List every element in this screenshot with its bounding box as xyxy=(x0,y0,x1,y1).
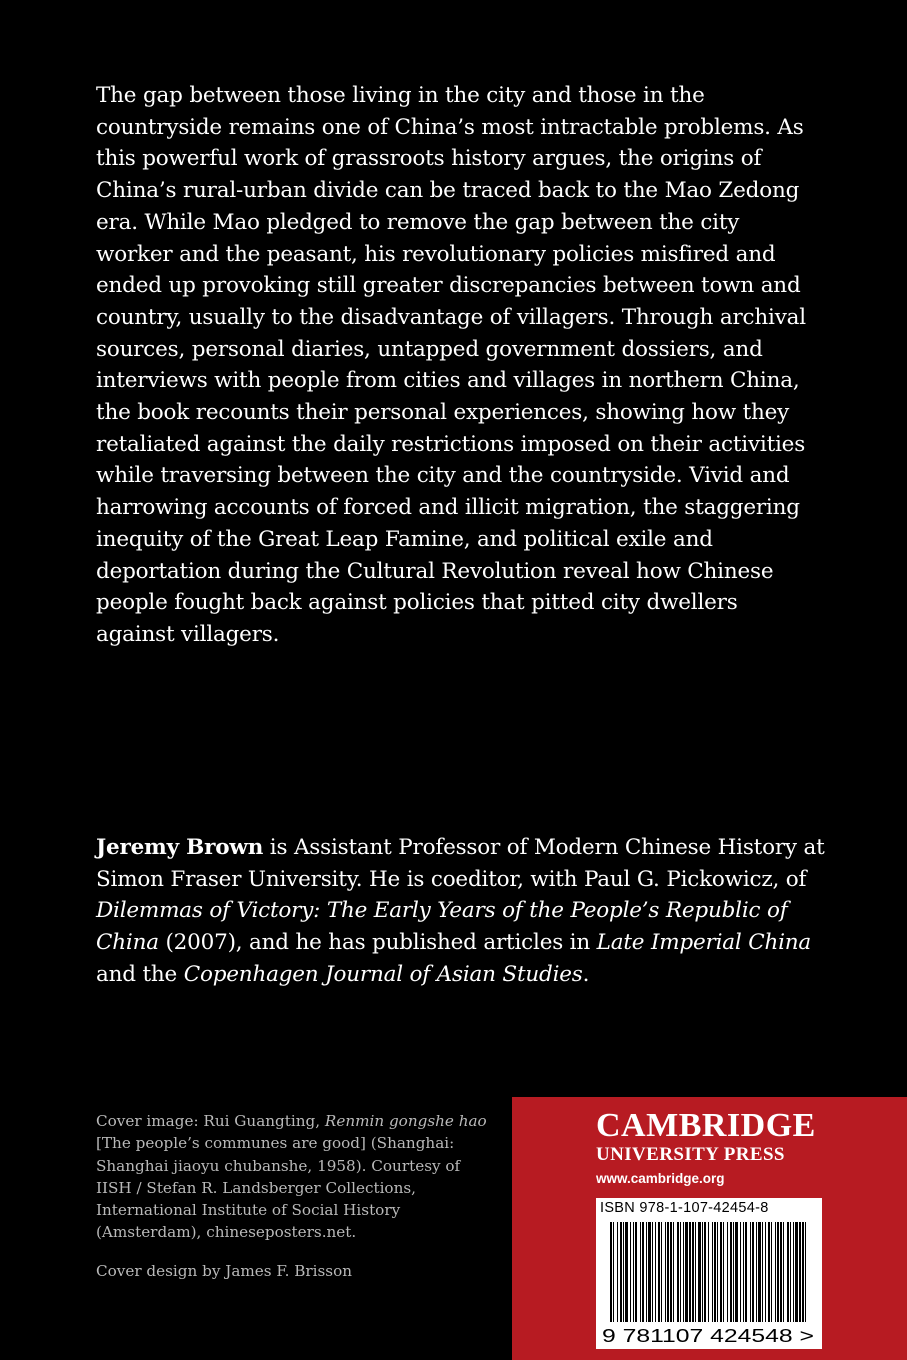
barcode-bar xyxy=(756,1222,757,1322)
barcode-bar xyxy=(730,1222,732,1322)
publisher-subtitle: UNIVERSITY PRESS xyxy=(596,1144,785,1165)
barcode-bar xyxy=(685,1222,688,1322)
barcode-bar xyxy=(793,1222,794,1322)
barcode-bar xyxy=(610,1222,612,1322)
barcode-bar xyxy=(623,1222,624,1322)
bio-journal-1: Late Imperial China xyxy=(596,930,812,956)
barcode-bar xyxy=(642,1222,644,1322)
barcode-bar xyxy=(743,1222,744,1322)
barcode-bar xyxy=(620,1222,622,1322)
barcode-bar xyxy=(698,1222,701,1322)
author-bio-paragraph xyxy=(96,832,826,991)
barcode-bar xyxy=(752,1222,754,1322)
barcode-bar xyxy=(633,1222,634,1322)
barcode-bar xyxy=(648,1222,651,1322)
barcode-bar xyxy=(783,1222,784,1322)
barcode-bar xyxy=(667,1222,669,1322)
barcode-bar xyxy=(780,1222,782,1322)
barcode-bar xyxy=(673,1222,674,1322)
cover-design-credit: Cover design by James F. Brisson xyxy=(96,1262,353,1280)
barcode-bar xyxy=(714,1222,716,1322)
cover-image-credit xyxy=(96,1110,496,1244)
barcode-bar xyxy=(733,1222,734,1322)
barcode xyxy=(596,1198,822,1349)
barcode-bar xyxy=(646,1222,647,1322)
barcode-bar xyxy=(704,1222,706,1322)
barcode-bar xyxy=(658,1222,660,1322)
barcode-bar xyxy=(762,1222,763,1322)
barcode-bar xyxy=(635,1222,637,1322)
barcode-bar xyxy=(661,1222,662,1322)
barcode-bar xyxy=(720,1222,722,1322)
barcode-bar xyxy=(708,1222,709,1322)
barcode-bar xyxy=(717,1222,718,1322)
barcode-bar xyxy=(799,1222,801,1322)
barcode-bar xyxy=(630,1222,631,1322)
bio-text-2: (2007), and he has published articles in xyxy=(158,930,597,956)
barcode-bar xyxy=(683,1222,684,1322)
barcode-bar xyxy=(765,1222,766,1322)
publisher-name: CAMBRIDGE xyxy=(596,1107,816,1144)
barcode-bar xyxy=(758,1222,761,1322)
publisher-panel xyxy=(512,1097,907,1360)
barcode-bar xyxy=(617,1222,618,1322)
barcode-bar xyxy=(745,1222,747,1322)
barcode-bar xyxy=(768,1222,770,1322)
barcode-bar xyxy=(795,1222,798,1322)
barcode-bar xyxy=(777,1222,779,1322)
barcode-bar xyxy=(689,1222,691,1322)
barcode-bar xyxy=(771,1222,772,1322)
author-name: Jeremy Brown xyxy=(96,835,264,860)
blurb-text: The gap between those living in the city and those in the countryside remains one of China’s most intractable problems. As this powerful work of grassroots history argues, the origins of China’s rural-urban divide can be traced back to the Mao Zedong era. While Mao pledged to remove the gap between the city worker and the peasant, his revolutionary policies misfired and ended up provoking still greater discrepancies between town and country, usually to the disadvantage of villagers. Through archival sources, personal diaries, untapped government dossiers, and interviews with people from cities and villages in northern China, the book recounts their personal experiences, showing how they retaliated against the daily restrictions imposed on their activities while traversing between the city and the countryside. Vivid and harrowing accounts of forced and illicit migration, the staggering inequity of the Great Leap Famine, and political exile and deportation during the Cultural Revolution reveal how Chinese people fought back against policies that pitted city dwellers against villagers. xyxy=(96,83,806,647)
barcode-bar xyxy=(712,1222,713,1322)
barcode-bar xyxy=(775,1222,776,1322)
barcode-bar xyxy=(692,1222,694,1322)
barcode-bar xyxy=(750,1222,751,1322)
author-bio xyxy=(96,832,826,991)
barcode-bar xyxy=(695,1222,696,1322)
barcode-bar xyxy=(787,1222,789,1322)
barcode-bar xyxy=(652,1222,653,1322)
barcode-bar xyxy=(655,1222,656,1322)
bio-text-1: is Assistant Professor of Modern Chinese History at Simon Fraser University. He is coeditor, with Paul G. Pickowicz, of xyxy=(96,835,825,892)
barcode-bar xyxy=(680,1222,681,1322)
bio-text-4: . xyxy=(582,961,590,987)
barcode-bar xyxy=(790,1222,791,1322)
book-blurb xyxy=(96,80,816,651)
barcode-bar xyxy=(640,1222,641,1322)
credit-rest: [The people’s communes are good] (Shanghai: Shanghai jiaoyu chubanshe, 1958). Courtesy of IISH / Stefan R. Landsberger Collections, International Institute of Social History (Amsterdam), chineseposters.net. xyxy=(96,1134,461,1242)
barcode-bar xyxy=(670,1222,672,1322)
credit-title: Renmin gongshe hao xyxy=(324,1112,487,1130)
isbn-label: ISBN 978-1-107-42454-8 xyxy=(600,1200,769,1216)
bio-text-3: and the xyxy=(96,961,184,987)
barcode-bar xyxy=(625,1222,628,1322)
publisher-url: www.cambridge.org xyxy=(596,1171,725,1186)
barcode-bar xyxy=(805,1222,806,1322)
barcode-bar xyxy=(677,1222,679,1322)
barcode-bar xyxy=(613,1222,614,1322)
barcode-bar xyxy=(665,1222,666,1322)
barcode-panel xyxy=(596,1198,822,1349)
barcode-bar xyxy=(802,1222,804,1322)
bio-book-title: Dilemmas of Victory: The Early Years of the People’s Republic of China xyxy=(96,898,788,956)
bio-journal-2: Copenhagen Journal of Asian Studies xyxy=(183,961,583,987)
cover-credit-paragraph xyxy=(96,1110,496,1244)
barcode-bar xyxy=(735,1222,738,1322)
barcode-bar xyxy=(723,1222,724,1322)
barcode-bar xyxy=(727,1222,728,1322)
barcode-digits: 9 781107 424548 > xyxy=(602,1326,814,1346)
barcode-bar xyxy=(702,1222,703,1322)
credit-prefix: Cover image: Rui Guangting, xyxy=(96,1112,325,1130)
barcode-bar xyxy=(740,1222,741,1322)
